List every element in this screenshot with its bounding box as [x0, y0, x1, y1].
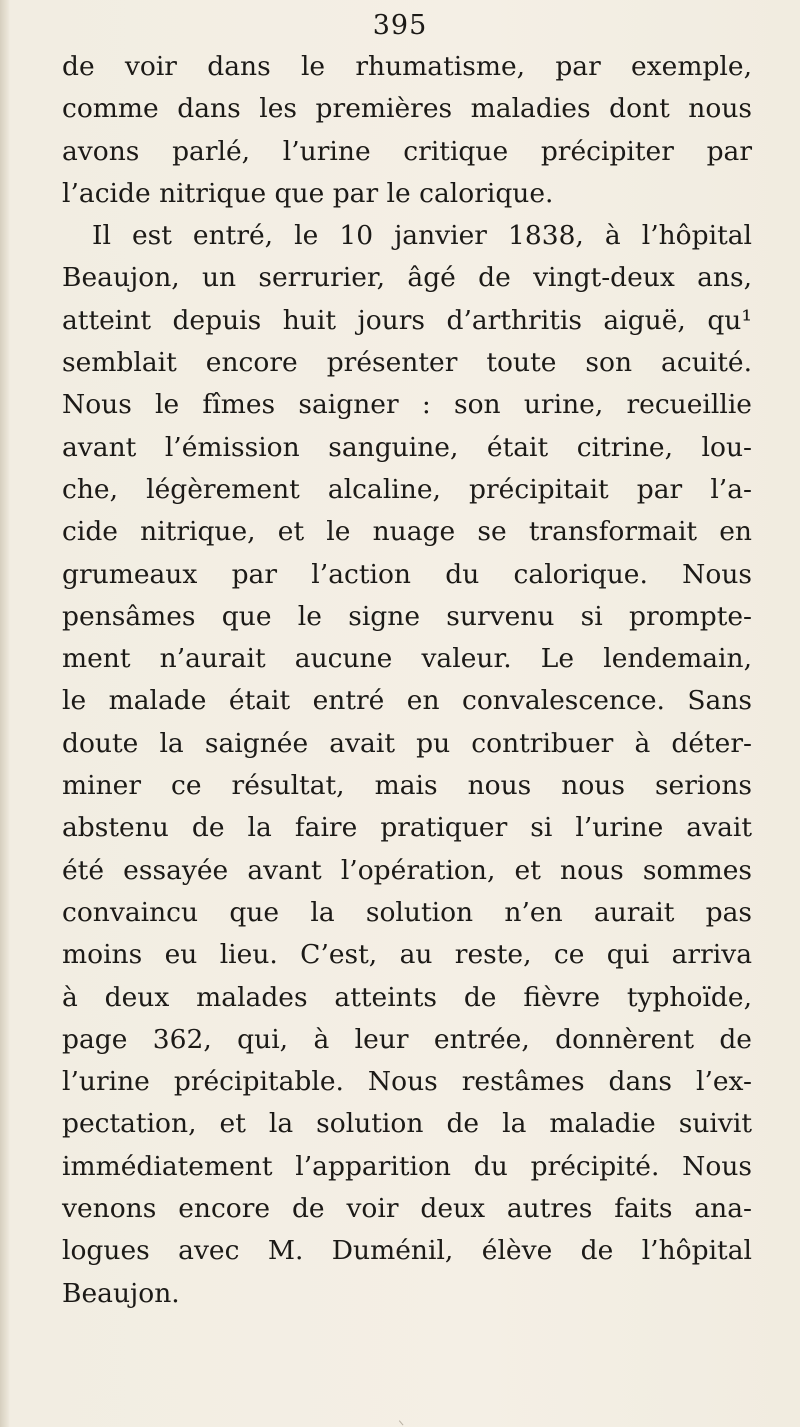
text-line: ment n’aurait aucune valeur. Le lendemain,: [62, 643, 752, 675]
text-line: l’urine précipitable. Nous restâmes dans l’ex-: [62, 1066, 752, 1098]
text-line: cide nitrique, et le nuage se transformait en: [62, 516, 752, 548]
text-line: pectation, et la solution de la maladie suivit: [62, 1108, 752, 1140]
text-line: grumeaux par l’action du calorique. Nous: [62, 558, 752, 590]
page-number: 395: [372, 10, 428, 41]
text-line: abstenu de la faire pratiquer si l’urine avait: [62, 812, 752, 844]
text-line: miner ce résultat, mais nous nous serions: [62, 770, 752, 802]
page-gutter-shadow: [0, 0, 10, 1427]
text-line: logues avec M. Duménil, élève de l’hôpital: [62, 1235, 752, 1267]
paragraph-start-line: Il est entré, le 10 janvier 1838, à l’hôpital: [92, 220, 752, 252]
text-line: atteint depuis huit jours d’arthritis aiguë, qu¹: [62, 304, 752, 336]
text-line: avons parlé, l’urine critique précipiter par: [62, 135, 752, 167]
text-line: de voir dans le rhumatisme, par exemple,: [62, 51, 752, 82]
text-line: immédiatement l’apparition du précipité. Nous: [62, 1150, 752, 1182]
text-line: page 362, qui, à leur entrée, donnèrent de: [62, 1023, 752, 1055]
text-line: che, légèrement alcaline, précipitait par l’a-: [62, 473, 752, 505]
text-line: Beaujon, un serrurier, âgé de vingt-deux ans,: [62, 262, 752, 294]
text-line: convaincu que la solution n’en aurait pas: [62, 896, 752, 928]
text-line: l’acide nitrique que par le calorique.: [62, 177, 554, 209]
text-line: pensâmes que le signe survenu si prompte-: [62, 600, 752, 632]
text-line: doute la saignée avait pu contribuer à déter-: [62, 727, 752, 759]
text-line: été essayée avant l’opération, et nous sommes: [62, 854, 752, 886]
text-line: moins eu lieu. C’est, au reste, ce qui arriva: [62, 939, 752, 971]
text-line: Beaujon.: [62, 1277, 180, 1309]
body-text: [62, 46, 752, 1315]
text-line: comme dans les premières maladies dont nous: [62, 93, 752, 125]
text-line: à deux malades atteints de fièvre typhoïde,: [62, 981, 752, 1013]
text-line: le malade était entré en convalescence. Sans: [62, 685, 752, 717]
text-line: semblait encore présenter toute son acuité.: [62, 347, 752, 379]
text-line: venons encore de voir deux autres faits ana-: [62, 1193, 752, 1225]
text-line: Nous le fîmes saigner : son urine, recueillie: [62, 389, 752, 421]
page-edge-mark: [399, 1416, 408, 1425]
text-line: avant l’émission sanguine, était citrine, lou-: [62, 431, 752, 463]
